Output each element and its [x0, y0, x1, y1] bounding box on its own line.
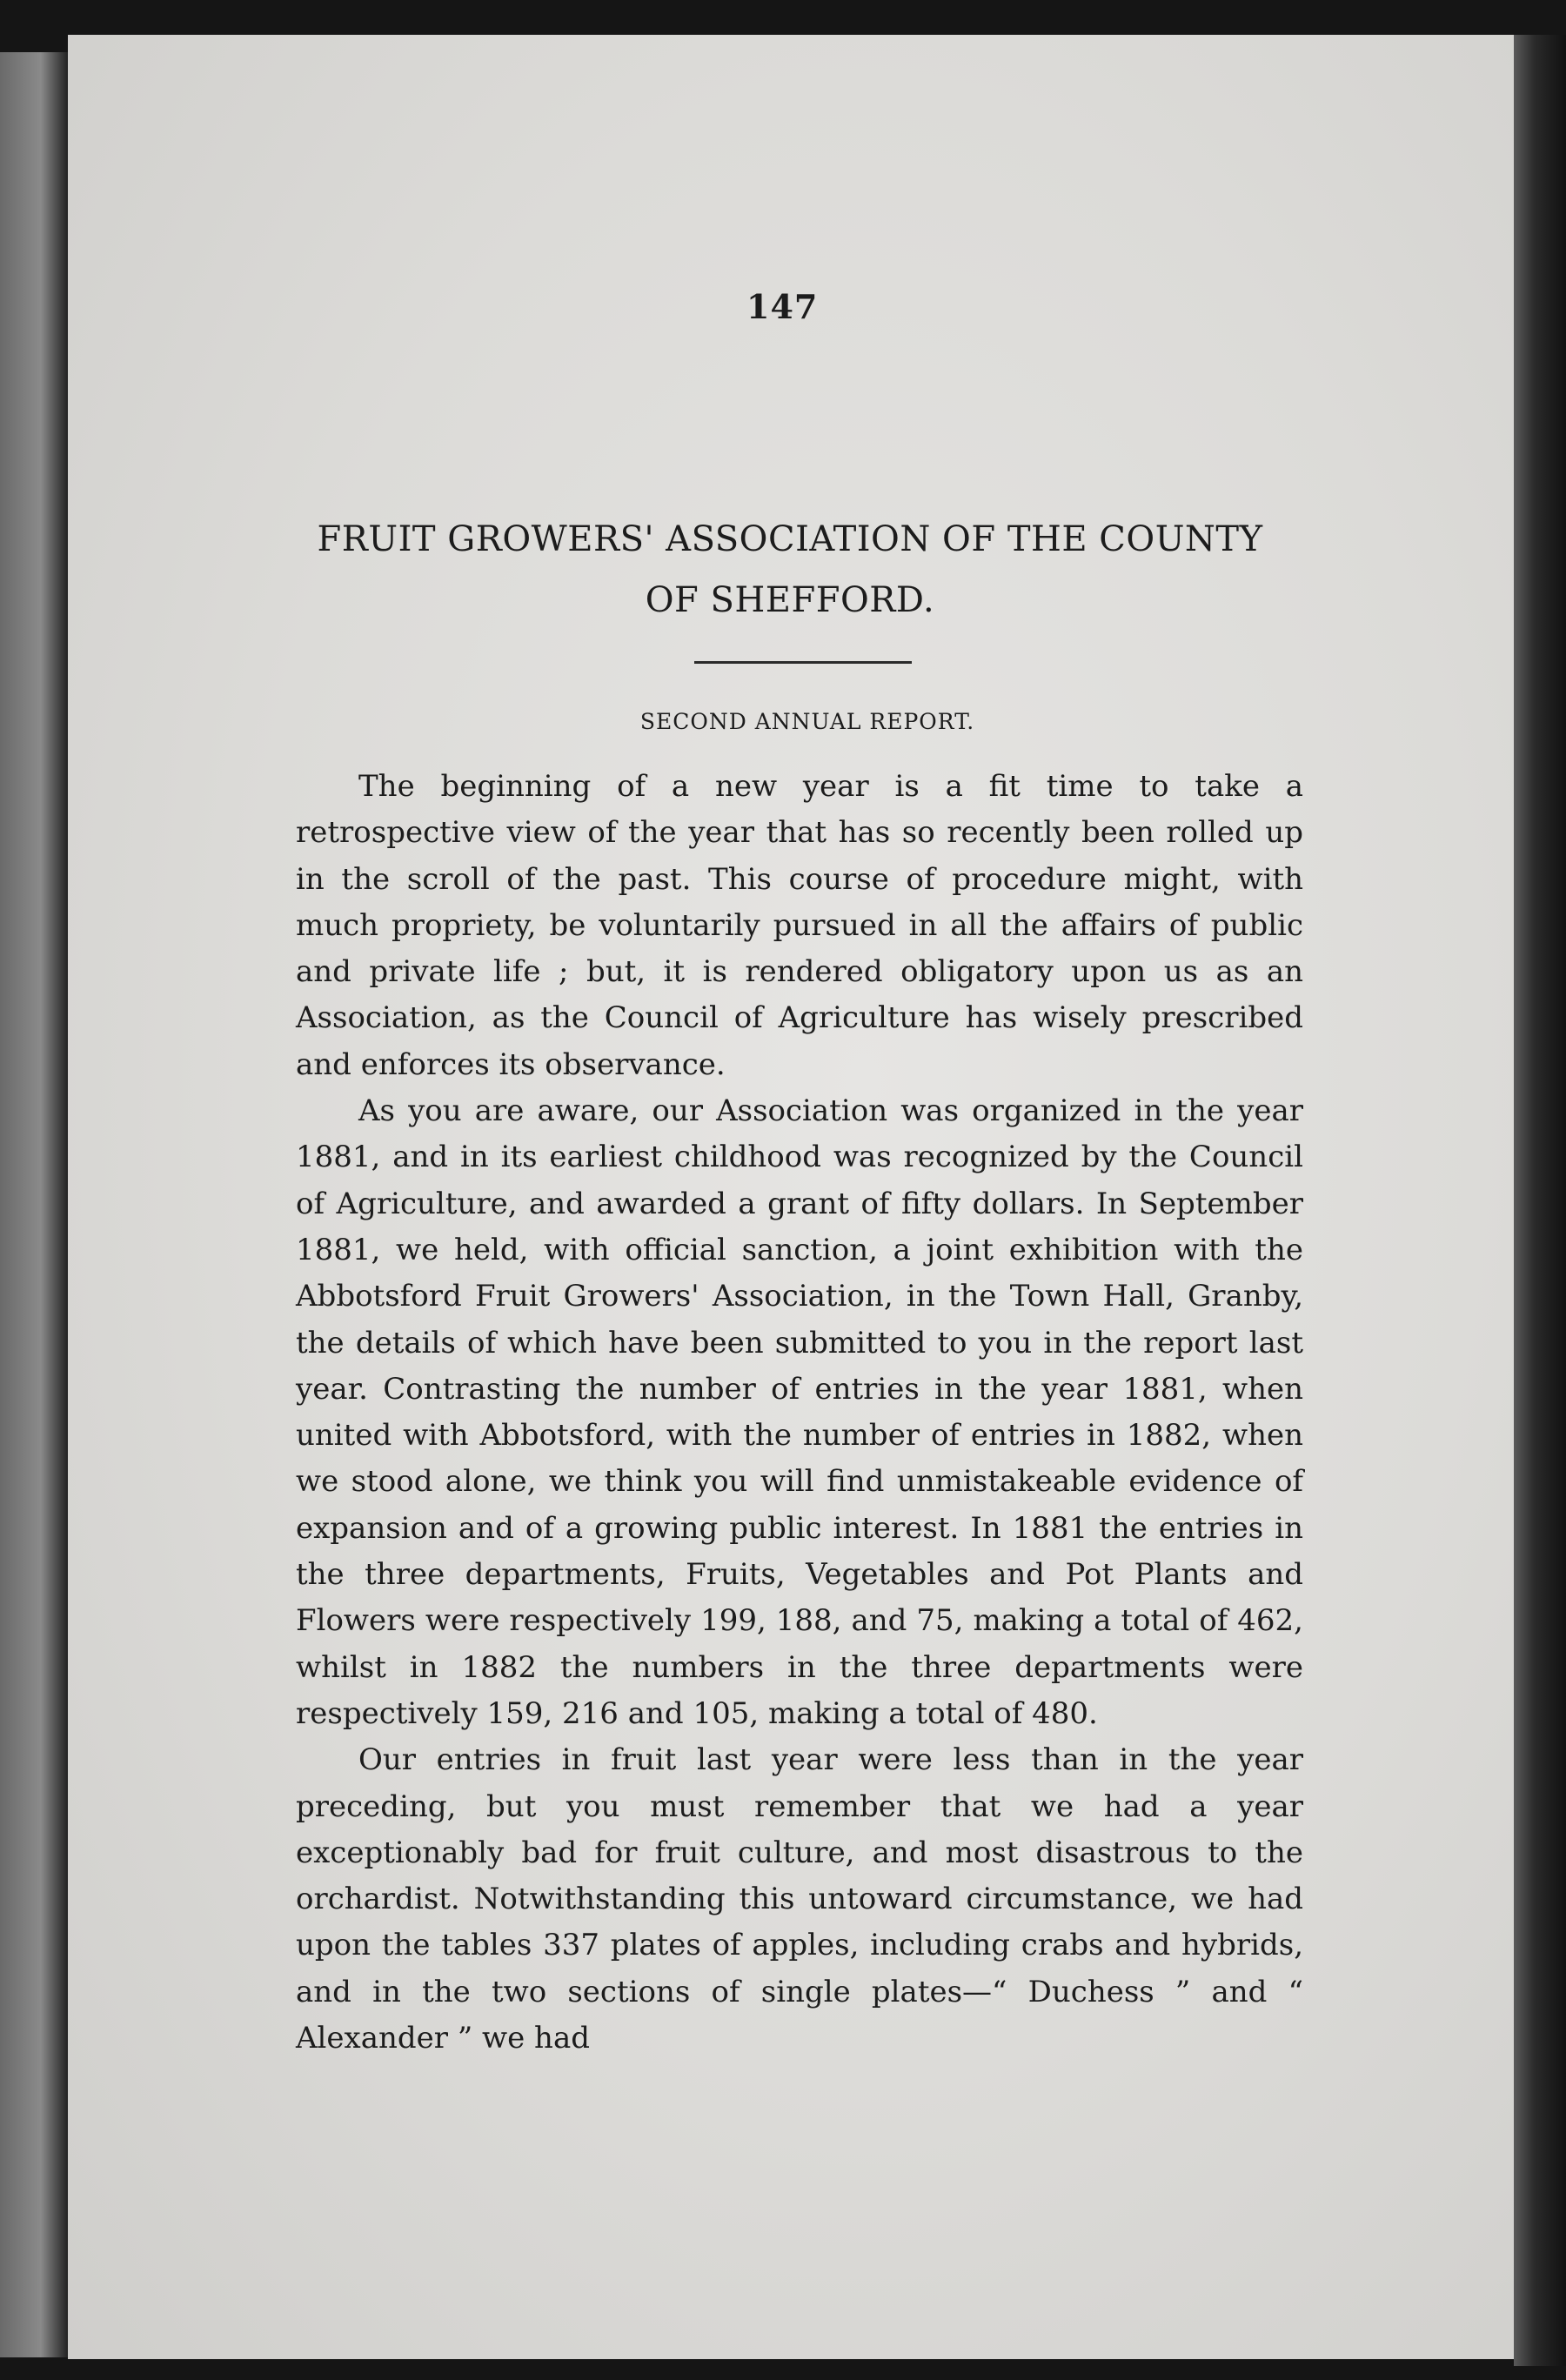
page-content: [68, 35, 1514, 2359]
title-line-1: FRUIT GROWERS' ASSOCIATION OF THE COUNTY: [317, 519, 1263, 559]
report-body: [296, 764, 1303, 2062]
left-page-edge: [0, 52, 68, 2357]
paragraph-2: As you are aware, our Association was organized in the year 1881, and in its earliest childhood was recognized by the Council of Agriculture, and awarded a grant of fifty dollars. In September 1881, we held, with official sanction, a joint exhibition with the Abbotsford Fruit Growers' Association, in the Town Hall, Granby, the details of which have been submitted to you in the report last year. Contrasting the number of entries in the year 1881, when united with Abbotsford, with the number of entries in 1882, when we stood alone, we think you will find unmistakeable evidence of expansion and of a growing public interest. In 1881 the entries in the three departments, Fruits, Vegetables and Pot Plants and Flowers were respectively 199, 188, and 75, making a total of 462, whilst in 1882 the numbers in the three departments were respectively 159, 216 and 105, making a total of 480.: [296, 1093, 1303, 1731]
page-title: [224, 509, 1355, 631]
page-number: 147: [746, 287, 819, 326]
book-page: [68, 35, 1514, 2359]
title-divider: [694, 661, 912, 664]
report-subtitle: SECOND ANNUAL REPORT.: [639, 709, 975, 734]
paragraph-3: Our entries in fruit last year were less than in the year preceding, but you must remember that we had a year exceptionably bad for fruit culture, and most disastrous to the orchardist. Notwithstanding this untoward circumstance, we had upon the tables 337 plates of apples, including crabs and hybrids, and in the two sections of single plates—“ Duchess ” and “ Alexander ” we had: [296, 1742, 1303, 2056]
title-line-2: OF SHEFFORD.: [645, 580, 935, 620]
right-page-edge: [1514, 35, 1566, 2366]
paragraph-1: The beginning of a new year is a fit time to take a retrospective view of the year that has so recently been rolled up in the scroll of the past. This course of procedure might, with much propriety, be voluntarily pursued in all the affairs of public and private life ; but, it is rendered obligatory upon us as an Association, as the Council of Agriculture has wisely prescribed and enforces its observance.: [296, 769, 1303, 1082]
